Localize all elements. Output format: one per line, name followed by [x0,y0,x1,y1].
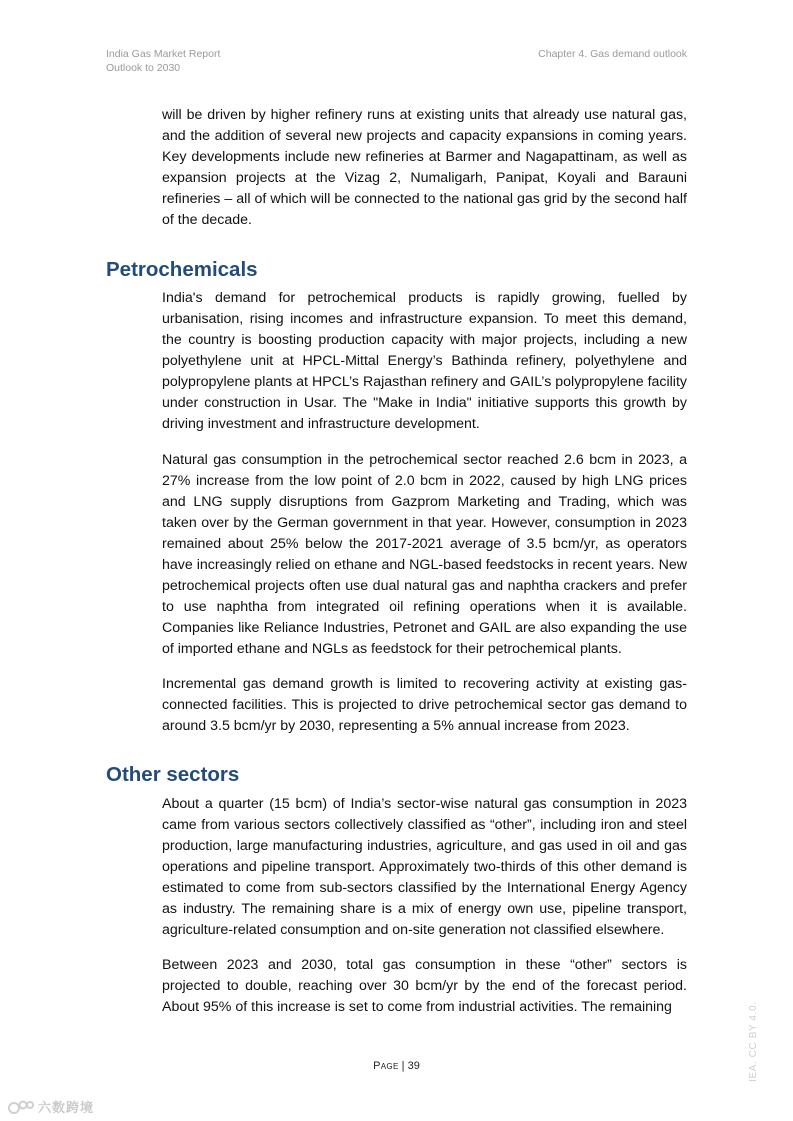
petrochemicals-section-2 [162,450,687,660]
report-subtitle: Outlook to 2030 [106,62,181,74]
other-sectors-section-2 [162,955,687,1018]
running-header-left [106,47,220,75]
report-title: India Gas Market Report [106,48,221,60]
page-label: Page [373,1060,399,1072]
page-separator: | [401,1060,405,1072]
page-number: 39 [407,1060,420,1072]
petrochemicals-heading: Petrochemicals [106,258,258,281]
petrochemicals-paragraph-2: Natural gas consumption in the petrochemical sector reached 2.6 bcm in 2023, a 27% increase from the low point of 2.0 bcm in 2022, caused by high LNG prices and LNG supply disruptions from Gazprom Marketing and Trading, which was taken over by the German government in that year. However, consumption in 2023 remained about 25% below the 2017-2021 average of 3.5 bcm/yr, as operators have increasingly relied on ethane and NGL-based feedstocks in recent years. New petrochemical projects often use dual natural gas and naphtha crackers and prefer to use naphtha from integrated oil refining operations when it is available. Companies like Reliance Industries, Petronet and GAIL are also expanding the use of imported ethane and NGLs as feedstock for their petrochemical plants. [162,452,687,657]
petrochemicals-paragraph-3: Incremental gas demand growth is limited to recovering activity at existing gas-connected facilities. This is projected to drive petrochemical sector gas demand to around 3.5 bcm/yr by 2030, representing a 5% annual increase from 2023. [162,676,687,734]
other-sectors-heading: Other sectors [106,763,240,786]
petrochemicals-paragraph-1: India's demand for petrochemical products is rapidly growing, fuelled by urbanisation, rising incomes and infrastructure expansion. To meet this demand, the country is boosting production capacity with major projects, including a new polyethylene unit at HPCL-Mittal Energy’s Bathinda refinery, polyethylene and polypropylene plants at HPCL’s Rajasthan refinery and GAIL’s polypropylene facility under construction in Usar. The "Make in India" initiative supports this growth by driving investment and infrastructure development. [162,290,687,432]
watermark [8,1097,94,1116]
page-footer [0,1060,793,1072]
license-note: IEA. CC BY 4.0. [748,1001,759,1082]
petrochemicals-section [162,288,687,435]
intro-paragraph: will be driven by higher refinery runs at existing units that already use natural gas, and the addition of several new projects and capacity expansions in coming years. Key developments include new refineries at Barmer and Nagapattinam, as well as expansion projects at the Vizag 2, Numaligarh, Panipat, Koyali and Barauni refineries – all of which will be connected to the national gas grid by the second half of the decade. [162,107,687,228]
chapter-title: Chapter 4. Gas demand outlook [538,48,687,60]
watermark-logo-icon [8,1099,34,1115]
intro-section [162,105,687,231]
other-sectors-paragraph-1: About a quarter (15 bcm) of India’s sector-wise natural gas consumption in 2023 came from various sectors collectively classified as “other”, including iron and steel production, large manufacturing industries, agriculture, and gas used in oil and gas operations and pipeline transport. Approximately two-thirds of this other demand is estimated to come from sub-sectors classified by the International Energy Agency as industry. The remaining share is a mix of energy own use, pipeline transport, agriculture-related consumption and on-site generation not classified elsewhere. [162,796,687,938]
watermark-text: 六数跨境 [38,1100,95,1115]
other-sectors-paragraph-2: Between 2023 and 2030, total gas consumption in these “other” sectors is projected to double, reaching over 30 bcm/yr by the end of the forecast period. About 95% of this increase is set to come from industrial activities. The remaining [162,957,687,1015]
other-sectors-section [162,794,687,941]
petrochemicals-section-3 [162,674,687,737]
